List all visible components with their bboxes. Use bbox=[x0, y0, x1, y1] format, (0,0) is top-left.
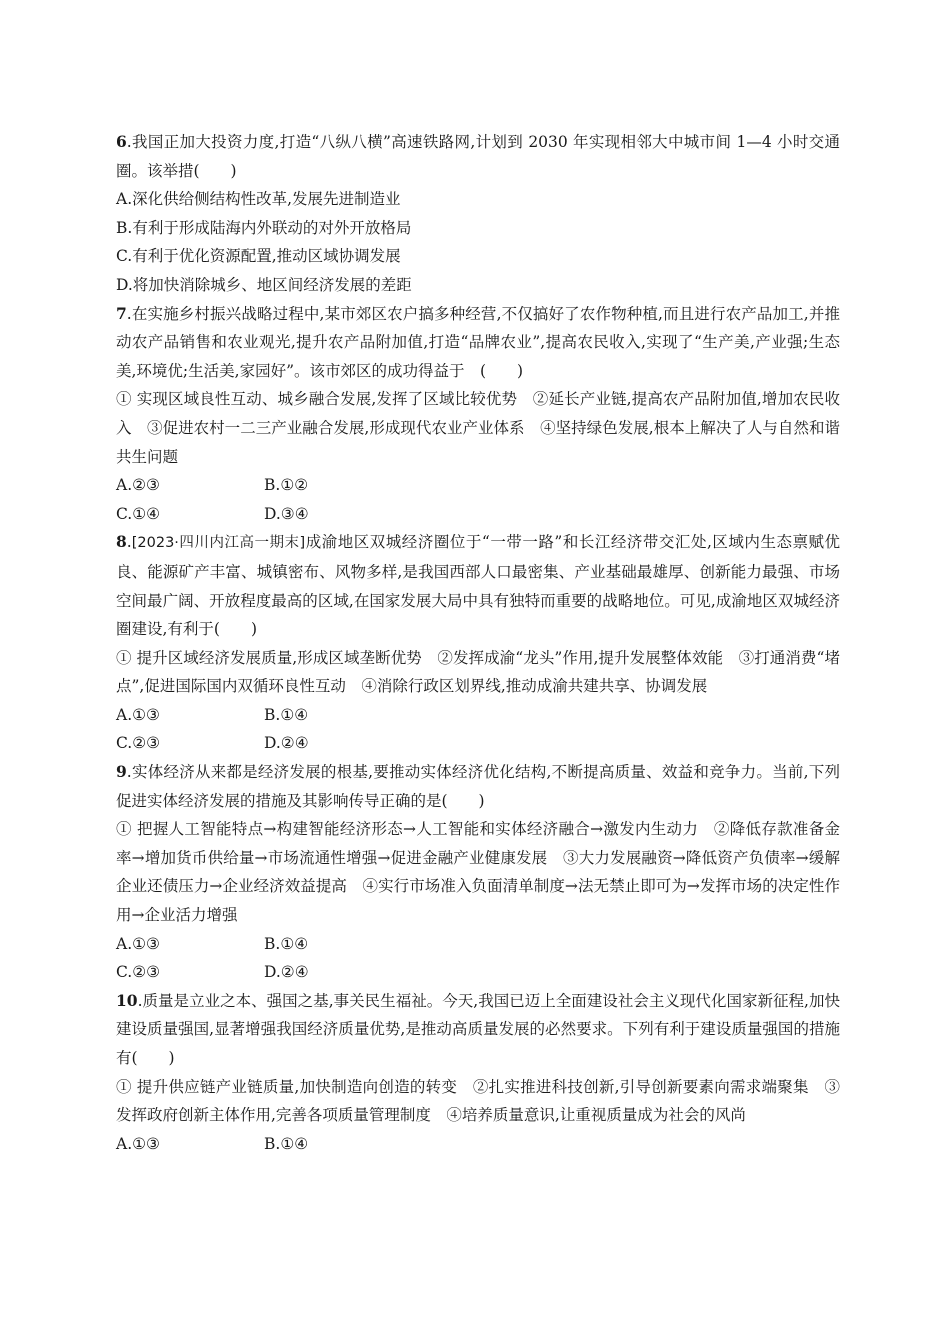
question-7-options-row-2 bbox=[116, 500, 840, 529]
question-page bbox=[116, 128, 840, 1158]
question-7-option-b[interactable]: B.①② bbox=[264, 476, 309, 495]
question-9-stem bbox=[116, 758, 840, 815]
question-7-option-d[interactable]: D.③④ bbox=[264, 504, 309, 523]
question-10-text: .质量是立业之本、强国之基,事关民生福祉。今天,我国已迈上全面建设社会主义现代化国家新征程,加快建设质量强国,显著增强我国经济质量优势,是推动高质量发展的必然要求。下列有利于建设质量强国的措施有( ) bbox=[116, 991, 840, 1067]
question-8-option-b[interactable]: B.①④ bbox=[264, 705, 309, 724]
question-10-options-row-1 bbox=[116, 1130, 840, 1159]
question-9-option-c[interactable]: C.②③ bbox=[116, 963, 161, 982]
question-10-statements: ① 提升供应链产业链质量,加快制造向创造的转变 ②扎实推进科技创新,引导创新要素向需求端聚集 ③发挥政府创新主体作用,完善各项质量管理制度 ④培养质量意识,让重视质量成为社会的风尚 bbox=[116, 1077, 840, 1125]
question-8-option-d[interactable]: D.②④ bbox=[264, 734, 309, 753]
question-7 bbox=[116, 300, 840, 529]
question-6-number: 6 bbox=[116, 132, 127, 151]
question-9-statements: ① 把握人工智能特点→构建智能经济形态→人工智能和实体经济融合→激发内生动力 ②降低存款准备金率→增加货币供给量→市场流通性增强→促进金融产业健康发展 ③大力发展融资→降低资产负债率→缓解企业还债压力→企业经济效益提高 ④实行市场准入负面清单制度→法无禁止即可为→发挥市场的决定性作用→企业活力增强 bbox=[116, 820, 840, 925]
question-6-option-d[interactable]: D.将加快消除城乡、地区间经济发展的差距 bbox=[116, 275, 412, 294]
question-8-dot: . bbox=[126, 533, 132, 552]
question-7-option-c[interactable]: C.①④ bbox=[116, 504, 161, 523]
question-8-options-row-2 bbox=[116, 729, 840, 758]
question-7-number: 7 bbox=[116, 303, 127, 323]
question-7-options-row-1 bbox=[116, 471, 840, 500]
question-8-option-a[interactable]: A.①③ bbox=[116, 705, 160, 724]
question-8-text: 成渝地区双城经济圈位于“一带一路”和长江经济带交汇处,区域内生态禀赋优良、能源矿产丰富、城镇密布、风物多样,是我国西部人口最密集、产业基础最雄厚、创新能力最强、市场空间最广阔、开放程度最高的区域,在国家发展大局中具有独特而重要的战略地位。可见,成渝地区双城经济圈建设,有利于( ) bbox=[116, 533, 841, 639]
question-9-option-d[interactable]: D.②④ bbox=[264, 963, 309, 982]
question-6-option-a[interactable]: A.深化供给侧结构性改革,发展先进制造业 bbox=[116, 190, 401, 209]
question-10-number: 10 bbox=[116, 990, 138, 1010]
question-6-stem bbox=[116, 128, 840, 185]
question-9-number: 9 bbox=[116, 762, 127, 782]
question-10 bbox=[116, 987, 840, 1159]
question-8-statements: ① 提升区域经济发展质量,形成区域垄断优势 ②发挥成渝“龙头”作用,提升发展整体效能 ③打通消费“堵点”,促进国际国内双循环良性互动 ④消除行政区划界线,推动成渝共建共享、协调发展 bbox=[116, 648, 840, 696]
question-7-stem bbox=[116, 300, 840, 386]
question-9 bbox=[116, 758, 840, 987]
question-9-option-b[interactable]: B.①④ bbox=[264, 934, 309, 953]
question-10-option-b[interactable]: B.①④ bbox=[264, 1134, 309, 1153]
question-9-options-row-1 bbox=[116, 930, 840, 959]
question-10-stem bbox=[116, 987, 840, 1073]
question-7-option-a[interactable]: A.②③ bbox=[116, 476, 160, 495]
question-6 bbox=[116, 128, 840, 300]
question-8-option-c[interactable]: C.②③ bbox=[116, 734, 161, 753]
question-10-option-a[interactable]: A.①③ bbox=[116, 1134, 160, 1153]
question-8-number: 8 bbox=[116, 532, 127, 552]
question-7-statements: ① 实现区域良性互动、城乡融合发展,发挥了区域比较优势 ②延长产业链,提高农产品附加值,增加农民收入 ③促进农村一二三产业融合发展,形成现代农业产业体系 ④坚持绿色发展,根本上解决了人与自然和谐共生问题 bbox=[116, 390, 840, 466]
question-6-option-c[interactable]: C.有利于优化资源配置,推动区域协调发展 bbox=[116, 247, 401, 266]
question-8-source: [2023·四川内江高一期末] bbox=[131, 535, 306, 552]
question-8-options-row-1 bbox=[116, 701, 840, 730]
question-9-text: .实体经济从来都是经济发展的根基,要推动实体经济优化结构,不断提高质量、效益和竞争力。当前,下列促进实体经济发展的措施及其影响传导正确的是( ) bbox=[116, 763, 840, 810]
question-6-option-b[interactable]: B.有利于形成陆海内外联动的对外开放格局 bbox=[116, 218, 412, 237]
question-8-stem bbox=[116, 528, 840, 643]
question-6-text: .我国正加大投资力度,打造“八纵八横”高速铁路网,计划到 2030 年实现相邻大中城市间 1—4 小时交通圈。该举措( ) bbox=[116, 133, 840, 180]
question-9-options-row-2 bbox=[116, 958, 840, 987]
question-8 bbox=[116, 528, 840, 758]
question-7-text: .在实施乡村振兴战略过程中,某市郊区农户搞多种经营,不仅搞好了农作物种植,而且进行农产品加工,并推动农产品销售和农业观光,提升农产品附加值,打造“品牌农业”,提高农民收入,实现了“生产美,产业强;生态美,环境优;生活美,家园好”。该市郊区的成功得益于 ( ) bbox=[116, 304, 840, 380]
question-9-option-a[interactable]: A.①③ bbox=[116, 934, 160, 953]
